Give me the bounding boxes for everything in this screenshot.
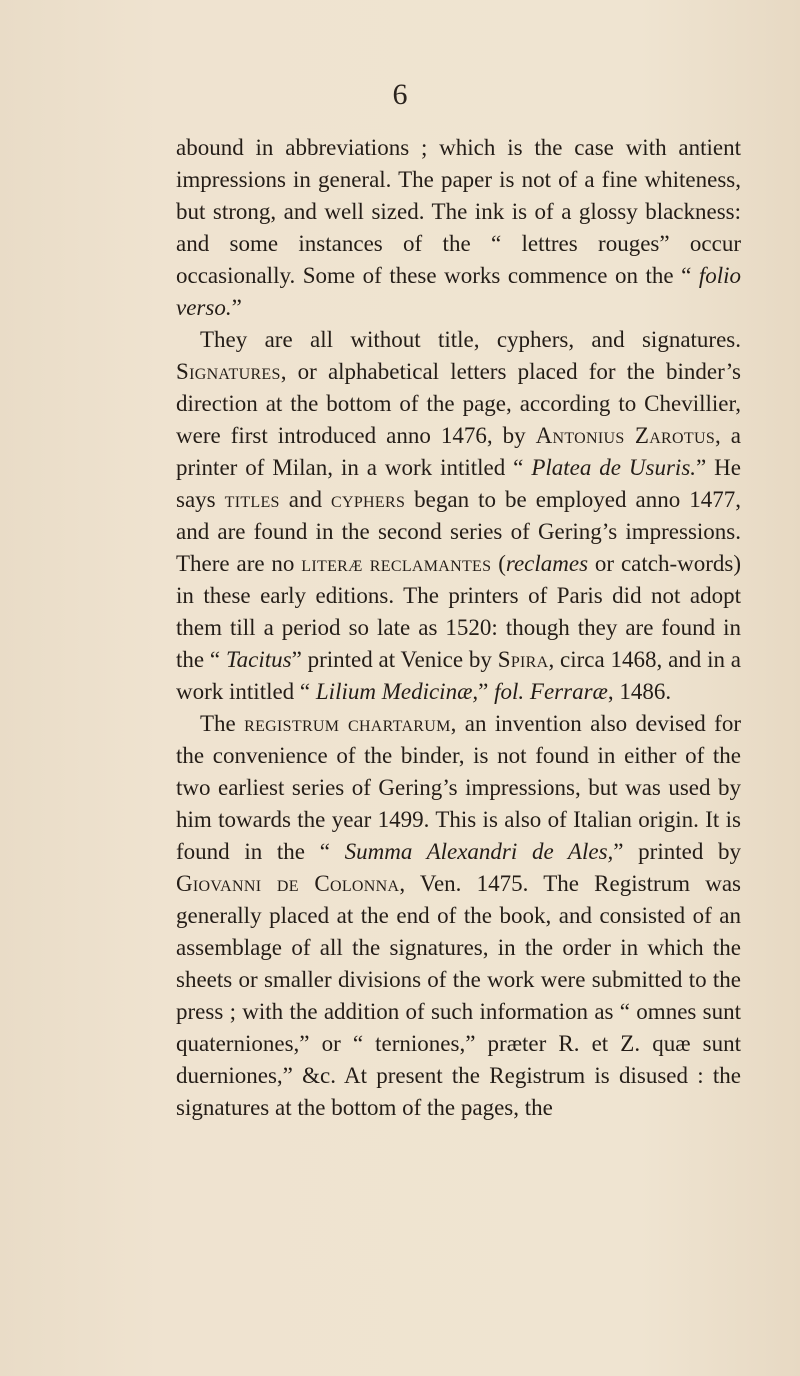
text-run: Spira <box>497 647 549 672</box>
text-run: ” <box>478 679 495 704</box>
text-run: fol. Ferraræ <box>494 679 608 704</box>
text-run: titles <box>224 487 280 512</box>
text-run: Giovanni de Colonna <box>176 871 400 896</box>
text-run: Summa Alexandri de Ales, <box>344 839 614 864</box>
text-run: ” He says <box>176 455 741 512</box>
text-run: registrum chartarum <box>244 711 451 736</box>
paragraph-2 <box>176 324 741 708</box>
text-run: reclames <box>505 551 589 576</box>
paragraph-3 <box>176 708 741 1124</box>
text-run: , circa 1468, and in a work intitled “ <box>176 647 742 704</box>
text-run: literæ reclamantes <box>301 551 492 576</box>
text-run: cyphers <box>331 487 406 512</box>
text-run: began to be employed anno 1477, and are found in the second series of Gering’s impressions. There are no <box>176 487 741 576</box>
text-run: ” printed by <box>613 839 741 864</box>
text-run: , an invention also devised for the convenience of the binder, is not found in either of the two earliest series of Gering’s impressions, but was used by him towards the year 1499. This is also of Italian origin. It is found in the “ <box>176 711 741 864</box>
text-run: folio verso. <box>176 263 741 320</box>
text-run: or catch-words) in these early editions. The printers of Paris did not adopt them till a period so late as 1520: though they are found in the “ <box>176 551 741 672</box>
text-run: Tacitus <box>225 647 292 672</box>
body-text <box>176 132 741 1124</box>
page-number: 6 <box>392 78 408 111</box>
text-run: Platea de Usuris. <box>531 455 697 480</box>
text-run: , Ven. 1475. The Registrum was generally placed at the end of the book, and consisted of an assemblage of all the signatures, in the order in which the sheets or smaller divisions of the work were submitted to the press ; with the addition of such information as “ omnes sunt quaterniones,” or “ terniones,” præter R. et Z. quæ sunt duerniones,” &c. At present the Registrum is disused : the signatures at the bottom of the pages, the <box>176 871 741 1120</box>
text-run: They are all without title, cyphers, and signatures. <box>200 327 741 352</box>
paragraph-1 <box>176 132 741 324</box>
text-run: Signatures <box>176 359 281 384</box>
text-run: abound in abbreviations ; which is the case with antient impressions in general. The paper is not of a fine whiteness, but strong, and well sized. The ink is of a glossy blackness: and some instances of the “ lettres rouges” occur occasionally. Some of these works commence on the “ <box>176 135 741 288</box>
text-run: Lilium Medicinæ, <box>315 679 479 704</box>
text-run: Antonius Zarotus <box>535 423 716 448</box>
text-run: , or alphabetical letters placed for the binder’s direction at the bottom of the page, according to Chevillier, were first introduced anno 1476, by <box>176 359 741 448</box>
text-run: ” <box>231 295 242 320</box>
text-run: , a printer of Milan, in a work intitled “ <box>176 423 741 480</box>
text-run: ( <box>491 551 506 576</box>
text-run: ” printed at Venice by <box>291 647 498 672</box>
text-run: The <box>200 711 245 736</box>
text-run: , 1486. <box>607 679 672 704</box>
text-run: and <box>279 487 332 512</box>
